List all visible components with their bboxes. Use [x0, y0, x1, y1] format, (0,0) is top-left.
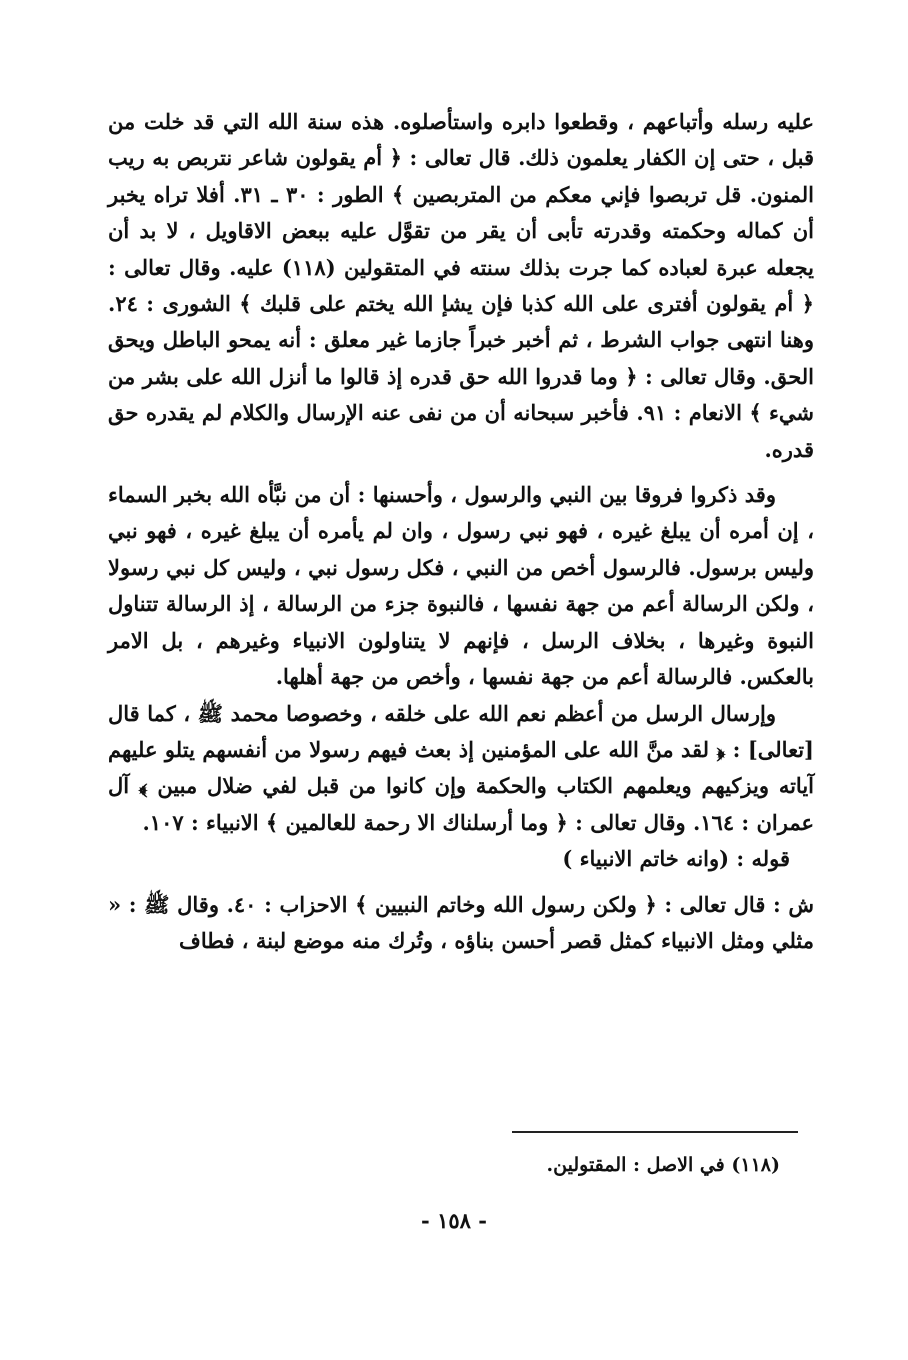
- section-heading: قوله : (وانه خاتم الانبياء ): [562, 846, 790, 872]
- commentary-paragraph: ش : قال تعالى : ﴿ ولكن رسول الله وخاتم النبيين ﴾ الاحزاب : ٤٠. وقال ﷺ : « مثلي ومثل الانبياء كمثل قصر أحسن بناؤه ، وتُرك منه موضع لبنة ، فطاف: [108, 891, 814, 953]
- paragraph-2: وقد ذكروا فروقا بين النبي والرسول ، وأحسنها : أن من نبَّأه الله بخبر السماء ، إن أمره أن يبلغ غيره ، فهو نبي رسول ، وان لم يأمره أن يبلغ غيره ، فهو نبي وليس برسول. فالرسول أخص من النبي ، فكل رسول نبي ، وليس كل نبي رسولا ، ولكن الرسالة أعم من جهة نفسها ، فالنبوة جزء من الرسالة ، إذ الرسالة تتناول النبوة وغيرها ، بخلاف الرسل ، فإنهم لا يتناولون الانبياء وغيرهم ، بل الامر بالعكس. فالرسالة أعم من جهة نفسها ، وأخص من جهة أهلها.: [108, 482, 814, 690]
- footnote-divider: [512, 1131, 798, 1133]
- paragraph-1: عليه رسله وأتباعهم ، وقطعوا دابره واستأصلوه. هذه سنة الله التي قد خلت من قبل ، حتى إن الكفار يعلمون ذلك. قال تعالى : ﴿ أم يقولون شاعر نتربص به ريب المنون. قل تربصوا فإني معكم من المتربصين ﴾ الطور : ٣٠ ـ ٣١. أفلا تراه يخبر أن كماله وحكمته وقدرته تأبى أن يقر من تقوَّل عليه ببعض الاقاويل ، لا بد أن يجعله عبرة لعباده كما جرت بذلك سنته في المتقولين (١١٨) عليه. وقال تعالى : ﴿ أم يقولون أفترى على الله كذبا فإن يشإ الله يختم على قلبك ﴾ الشورى : ٢٤. وهنا انتهى جواب الشرط ، ثم أخبر خبراً جازما غير معلق : أنه يمحو الباطل ويحق الحق. وقال تعالى : ﴿ وما قدروا الله حق قدره إذ قالوا ما أنزل الله على بشر من شيء ﴾ الانعام : ٩١. فأخبر سبحانه أن من نفى عنه الإرسال والكلام لم يقدره حق قدره.: [108, 109, 814, 462]
- main-text-block: [108, 104, 814, 959]
- paragraph-3: وإرسال الرسل من أعظم نعم الله على خلقه ، وخصوصا محمد ﷺ ، كما قال [تعالى] : ﴿ لقد منَّ الله على المؤمنين إذ بعث فيهم رسولا من أنفسهم يتلو عليهم آياته ويزكيهم ويعلمهم الكتاب والحكمة وإن كانوا من قبل لفي ضلال مبين ﴾ آل عمران : ١٦٤. وقال تعالى : ﴿ وما أرسلناك الا رحمة للعالمين ﴾ الانبياء : ١٠٧.: [108, 700, 814, 835]
- footnote: (١١٨) في الاصل : المقتولين.: [546, 1154, 780, 1176]
- page-number: - ١٥٨ -: [421, 1208, 487, 1233]
